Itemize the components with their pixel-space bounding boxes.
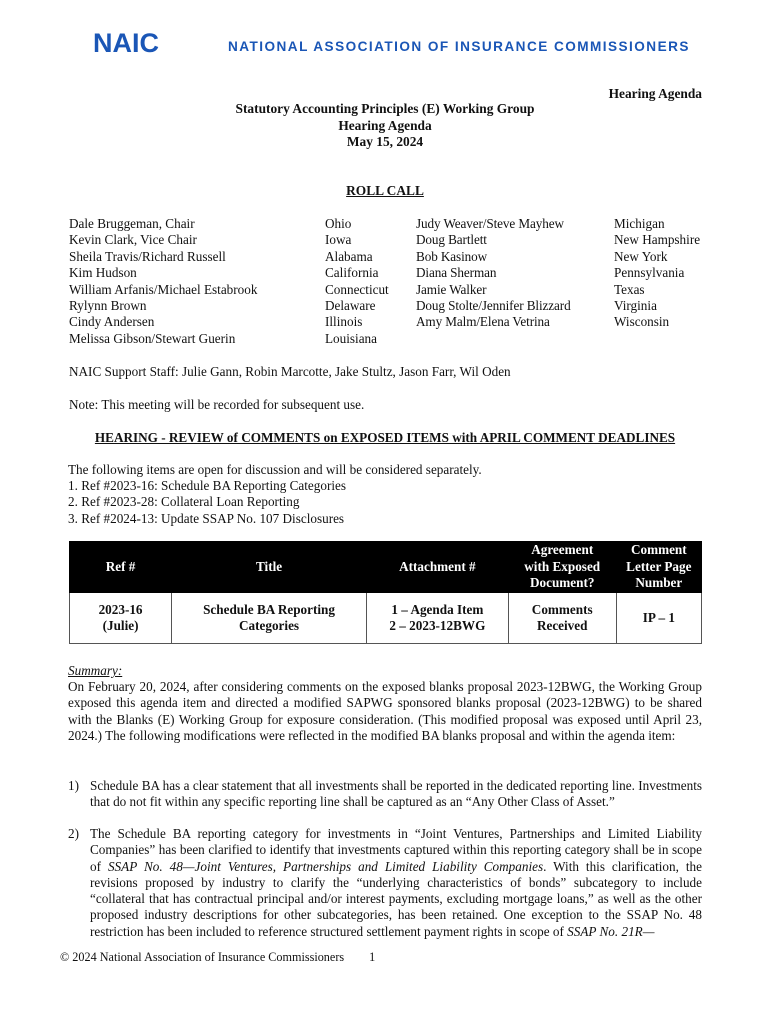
cell-title: [172, 593, 367, 644]
member-name: Doug Stolte/Jennifer Blizzard: [416, 298, 571, 314]
page-number: 1: [369, 950, 376, 964]
cell-ref-line: (Julie): [102, 618, 139, 633]
intro-item: 2. Ref #2023-28: Collateral Loan Reporting: [68, 494, 300, 510]
member-name: Bob Kasinow: [416, 248, 488, 264]
member-state: New Hampshire: [614, 232, 701, 248]
roll-call-states-left: [325, 216, 389, 347]
member-state: Louisiana: [325, 330, 378, 346]
roll-call-members-left: [69, 216, 257, 347]
summary-item-1: [68, 778, 702, 811]
member-name: William Arfanis/Michael Estabrook: [69, 281, 258, 297]
cell-attachment: [366, 593, 508, 644]
cell-title-line: Categories: [239, 618, 300, 633]
member-name: Sheila Travis/Richard Russell: [69, 248, 226, 264]
title-date: May 15, 2024: [346, 134, 424, 149]
member-state: Pennsylvania: [614, 265, 685, 281]
item-number: 2): [68, 826, 79, 841]
page-footer: [60, 950, 375, 965]
table-row: [70, 593, 702, 644]
cell-title-line: Schedule BA Reporting: [203, 601, 335, 617]
member-name: Jamie Walker: [416, 281, 487, 297]
title-line-1: Statutory Accounting Principles (E) Working Group: [235, 101, 535, 116]
ssap-21r-reference: SSAP No. 21R—: [567, 923, 655, 939]
naic-logo-mark: [93, 28, 159, 59]
header-agreement-line: Document?: [529, 575, 595, 591]
member-state: Michigan: [614, 216, 665, 231]
member-state: Virginia: [614, 298, 657, 314]
cell-attachment-line: 1 – Agenda Item: [391, 601, 484, 617]
member-name: Rylynn Brown: [69, 298, 147, 314]
roll-call-heading: ROLL CALL: [346, 183, 424, 198]
section-heading: HEARING - REVIEW of COMMENTS on EXPOSED ITEMS with APRIL COMMENT DEADLINES: [94, 430, 676, 445]
intro-lead: The following items are open for discussion and will be considered separately.: [68, 462, 482, 477]
cell-attachment-line: 2 – 2023-12BWG: [389, 618, 486, 633]
table-header-row: [70, 542, 702, 593]
member-name: Kim Hudson: [69, 265, 137, 281]
summary-item-2: [68, 826, 702, 940]
recording-note: Note: This meeting will be recorded for subsequent use.: [69, 397, 365, 412]
intro-item: 3. Ref #2024-13: Update SSAP No. 107 Disclosures: [68, 510, 345, 526]
roll-call-states-right: [614, 216, 700, 331]
summary-text: On February 20, 2024, after considering comments on the exposed blanks proposal 2023-12BWG, the Working Group exposed this agenda item and directed a modified SAPWG sponsored blanks proposal (2023-12BWG) to be shared with the Blanks (E) Working Group for exposure consideration. (This modified proposal was exposed until April 23, 2024.) The following modifications were reflected in the modified BA blanks proposal and within the agenda item:: [68, 679, 702, 743]
cell-ref-line: 2023-16: [98, 601, 143, 617]
header-comment-line: Letter Page: [626, 558, 692, 574]
item-text: The Schedule BA reporting category for investments in “Joint Ventures, Partnerships and Limited Liability Companies” has been clarified to identify that investments captured within this reporting category shall be in scope of: [90, 826, 702, 874]
cell-agreement: [508, 593, 616, 644]
member-name: Cindy Andersen: [69, 314, 155, 330]
ssap-48-reference: SSAP No. 48—Joint Ventures, Partnerships and Limited Liability Companies: [107, 858, 544, 874]
naic-logo-text: NAIC: [93, 28, 159, 58]
member-state: Iowa: [325, 232, 352, 248]
member-state: Delaware: [325, 298, 376, 314]
summary-label: Summary:: [68, 663, 123, 678]
item-body: Schedule BA has a clear statement that all investments shall be reported in the dedicated reporting line. Investments that do not fit within any specific reporting line shall be captured as an “Any Other Class of Asset.”: [90, 778, 702, 810]
header-attachment: Attachment #: [366, 542, 508, 593]
item-text: . With this clarification, the revisions proposed by industry to clarify the “underlying characteristics of bonds” subcategory to include “collateral that has contractual principal and/or interest payments, excluding mortgage loans,” as well as the other proposed industry descriptions for other subcategories, has been retained. One exception to the SSAP No. 48 restriction has been included to reference structured settlement payment rights in scope of: [90, 858, 702, 939]
member-name: Diana Sherman: [416, 265, 497, 281]
title-line-2: Hearing Agenda: [338, 118, 432, 133]
member-state: Alabama: [325, 248, 373, 264]
member-name: Melissa Gibson/Stewart Guerin: [69, 330, 236, 346]
member-state: Wisconsin: [614, 314, 670, 330]
agenda-table: [69, 541, 702, 644]
roll-call-members-right: [416, 216, 571, 331]
member-name: Doug Bartlett: [416, 232, 487, 248]
header-comment-line: Number: [635, 575, 683, 591]
item-number: 1): [68, 778, 79, 793]
naic-logo: [93, 28, 690, 59]
cell-agreement-line: Comments: [531, 601, 593, 617]
member-state: California: [325, 265, 379, 281]
header-agreement-line: with Exposed: [524, 558, 601, 574]
hearing-agenda-label: Hearing Agenda: [608, 86, 702, 101]
footer-copyright: © 2024 National Association of Insurance Commissioners: [60, 950, 345, 964]
header-agreement-line: Agreement: [531, 542, 594, 558]
member-state: Texas: [614, 281, 645, 297]
member-state: New York: [614, 248, 668, 264]
header-comment-line: Comment: [630, 542, 687, 558]
cell-comment: IP – 1: [616, 593, 701, 644]
intro-item: 1. Ref #2023-16: Schedule BA Reporting Categories: [68, 478, 346, 494]
member-name: Judy Weaver/Steve Mayhew: [416, 216, 564, 231]
member-state: Connecticut: [325, 281, 389, 297]
support-staff: NAIC Support Staff: Julie Gann, Robin Marcotte, Jake Stultz, Jason Farr, Wil Oden: [69, 364, 511, 379]
member-state: Illinois: [325, 314, 363, 330]
header-title: Title: [172, 542, 367, 593]
member-name: Kevin Clark, Vice Chair: [69, 232, 197, 248]
member-name: Dale Bruggeman, Chair: [69, 216, 195, 231]
cell-agreement-line: Received: [536, 618, 588, 633]
header-agreement: [508, 542, 616, 593]
item-body: [90, 826, 702, 940]
member-state: Ohio: [325, 216, 352, 231]
header-comment: [616, 542, 701, 593]
cell-ref: [70, 593, 172, 644]
naic-full-name: NATIONAL ASSOCIATION OF INSURANCE COMMISSIONERS: [228, 39, 690, 54]
intro-block: [68, 462, 482, 527]
header-ref: Ref #: [70, 542, 172, 593]
member-name: Amy Malm/Elena Vetrina: [416, 314, 550, 330]
